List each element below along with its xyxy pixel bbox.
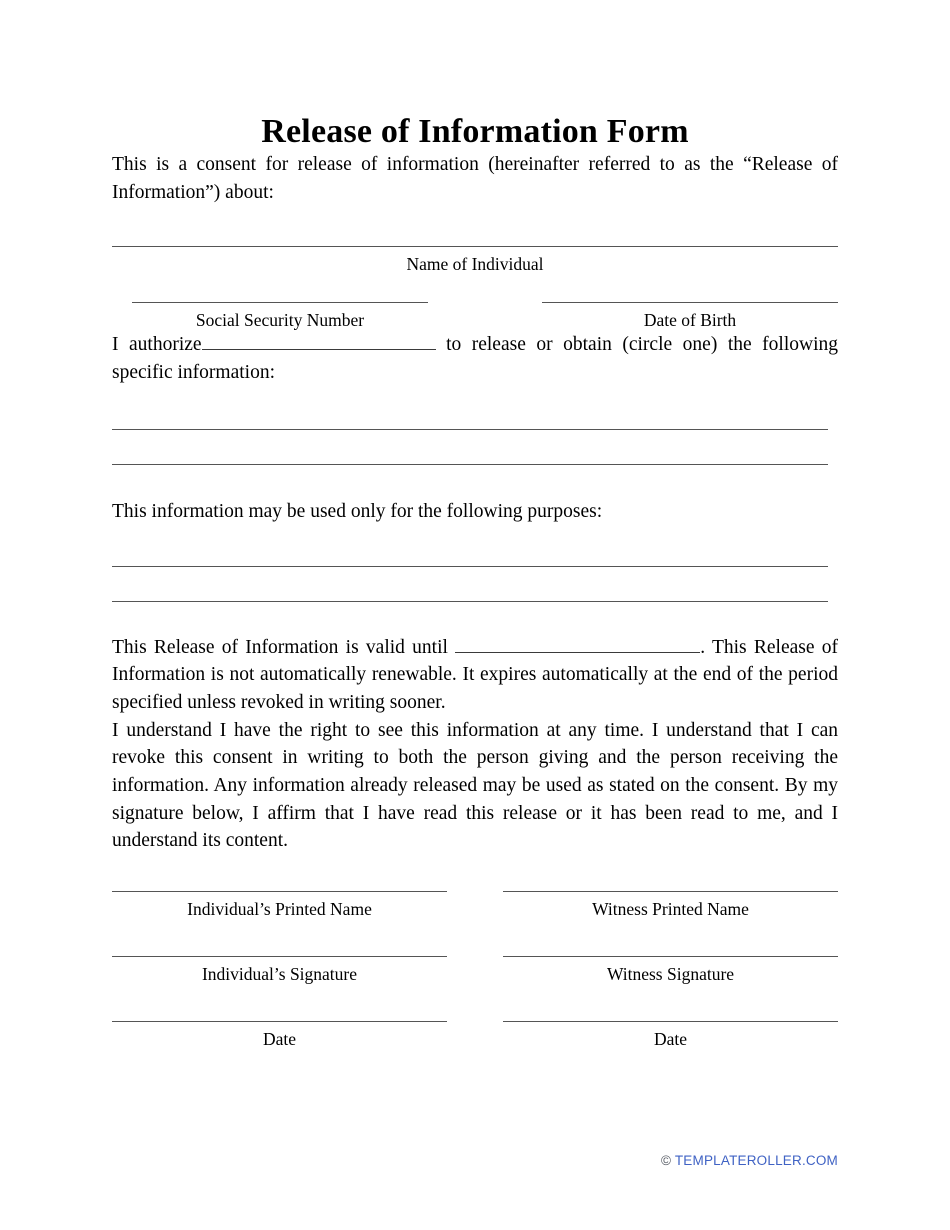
purposes-answer-lines — [112, 566, 838, 602]
validity-paragraph — [112, 634, 838, 717]
signature-row-date — [112, 1021, 838, 1050]
individual-printed-name-field — [112, 891, 447, 920]
name-of-individual-field — [112, 246, 838, 275]
understanding-paragraph: I understand I have the right to see this information at any time. I understand that I can revoke this consent in writing to both the person giving and the person receiving the information. Any information already released may be used as stated on the consent. By my signature below, I affirm that I have read this release or it has been read to me, and I understand its content. — [112, 719, 838, 852]
specific-information-answer-lines — [112, 429, 838, 465]
purposes-line-1[interactable] — [112, 566, 828, 567]
individual-date-field — [112, 1021, 447, 1050]
purposes-paragraph: This information may be used only for the following purposes: — [112, 500, 603, 522]
individual-signature-field — [112, 956, 447, 985]
specific-information-line-1[interactable] — [112, 429, 828, 430]
individual-printed-name-label: Individual’s Printed Name — [187, 899, 372, 920]
authorize-suffix-text: to release or obtain (circle one) the following specific information: — [112, 334, 838, 384]
individual-date-label: Date — [262, 1029, 297, 1050]
social-security-number-field — [132, 302, 428, 331]
authorize-blank-input[interactable] — [202, 333, 436, 350]
witness-date-field — [503, 1021, 838, 1050]
authorize-paragraph — [112, 331, 838, 386]
witness-date-label: Date — [653, 1029, 688, 1050]
signature-row-signature — [112, 956, 838, 985]
ssn-dob-row — [112, 302, 838, 331]
date-of-birth-label: Date of Birth — [643, 310, 737, 331]
individual-signature-label: Individual’s Signature — [201, 964, 358, 985]
specific-information-line-2[interactable] — [112, 464, 828, 465]
footer-watermark — [661, 1153, 838, 1168]
witness-printed-name-field — [503, 891, 838, 920]
validity-suffix-text: . This Release of Information is not automatically renewable. It expires automatically at the end of the period specified unless revoked in writing sooner. — [112, 636, 838, 713]
date-of-birth-field — [542, 302, 838, 331]
copyright-icon: © — [660, 1153, 672, 1168]
validity-prefix-text: This Release of Information is valid until — [112, 636, 448, 658]
page-title: Release of Information Form — [261, 113, 689, 150]
authorize-prefix-text: I authorize — [112, 334, 202, 356]
validity-blank-input[interactable] — [455, 636, 700, 653]
witness-signature-field — [503, 956, 838, 985]
witness-signature-label: Witness Signature — [606, 964, 735, 985]
social-security-number-label: Social Security Number — [195, 310, 365, 331]
brand-name: TEMPLATEROLLER.COM — [674, 1153, 838, 1168]
purposes-line-2[interactable] — [112, 601, 828, 602]
intro-paragraph: This is a consent for release of information (hereinafter referred to as the “Release of Information”) about: — [112, 154, 838, 203]
document-content — [112, 0, 838, 1050]
signature-section — [112, 891, 838, 1050]
witness-printed-name-label: Witness Printed Name — [592, 899, 749, 920]
name-of-individual-label: Name of Individual — [406, 254, 544, 275]
signature-row-printed-name — [112, 891, 838, 920]
